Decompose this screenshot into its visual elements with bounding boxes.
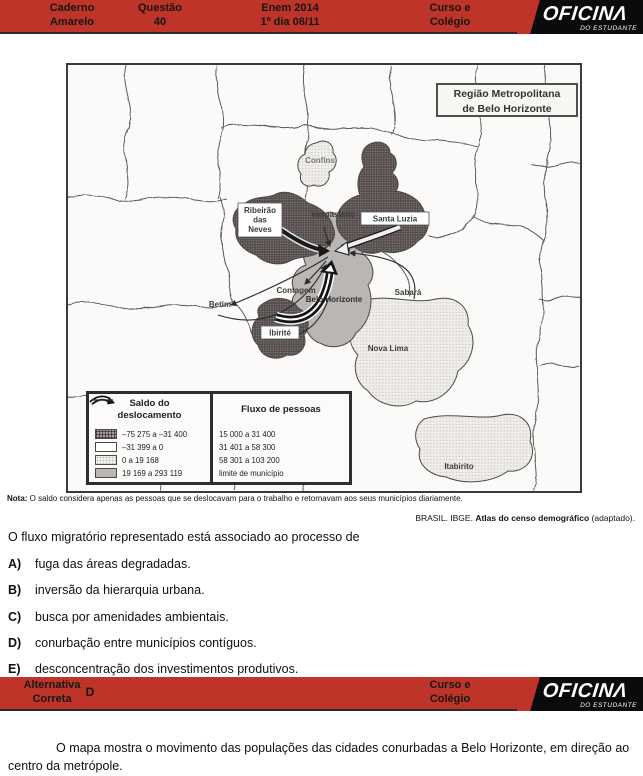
legend-saldo-title: Saldo do deslocamento — [95, 398, 204, 422]
option-c-letter: C) — [8, 609, 35, 625]
legend-item: 31 401 a 58 300 — [219, 441, 343, 454]
answer-label: Alternativa Correta — [2, 679, 102, 707]
label-nova-lima: Nova Lima — [368, 344, 409, 353]
label-betim: Betim — [209, 300, 231, 309]
label-vespasiano: Vespasiano — [311, 210, 355, 219]
legend-item: 58 301 a 103 200 — [219, 454, 343, 467]
option-c-text: busca por amenidades ambientais. — [35, 609, 229, 625]
option-e-text: desconcentração dos investimentos produtivos. — [35, 661, 298, 677]
answer-curso: Curso e Colégio — [400, 679, 500, 707]
option-a-text: fuga das áreas degradadas. — [35, 556, 191, 572]
header-caderno — [22, 2, 122, 30]
legend-item: limite de município — [219, 467, 343, 480]
label-ibirite — [261, 326, 299, 339]
legend-item: –31 399 a 0 — [95, 441, 204, 454]
option-b-letter: B) — [8, 582, 35, 598]
region-itabirito — [416, 414, 533, 481]
header-curso-line2: Colégio — [400, 16, 500, 30]
map-title-box — [436, 83, 578, 117]
header-caderno-line1: Caderno — [22, 2, 122, 16]
header-enem — [210, 2, 370, 30]
label-santa-luzia — [361, 212, 429, 225]
header-enem-line2: 1º dia 08/11 — [210, 16, 370, 30]
option-d-letter: D) — [8, 635, 35, 651]
legend-item: 0 a 19 168 — [95, 454, 204, 467]
source-citation: BRASIL. IBGE. Atlas do censo demográfico (adaptado). — [415, 513, 635, 523]
option-b — [8, 582, 635, 598]
svg-text:Ibirité: Ibirité — [269, 329, 291, 338]
option-c — [8, 609, 635, 625]
map-title-line1: Região Metropolitana — [438, 87, 576, 102]
label-belo-horizonte: Belo Horizonte — [306, 295, 363, 304]
logo-wordmark: OFICINΛ — [530, 3, 640, 26]
swatch-light-dots-icon — [95, 455, 117, 465]
question-stem: O fluxo migratório representado está associado ao processo de — [8, 530, 360, 544]
note-label: Nota: — [7, 494, 27, 503]
answer-bar — [0, 677, 643, 711]
legend-fluxo-rows — [219, 428, 343, 480]
header-questao — [110, 2, 210, 30]
note-text: O saldo considera apenas as pessoas que se deslocavam para o trabalho e retornavam aos seus municípios diariamente. — [27, 494, 462, 503]
correct-answer-letter: D — [78, 685, 102, 699]
logo-subtitle: DO ESTUDANTE — [580, 702, 637, 709]
legend-saldo-panel — [89, 394, 213, 482]
option-a-letter: A) — [8, 556, 35, 572]
logo-subtitle: DO ESTUDANTE — [580, 25, 637, 32]
legend-item: 19 169 a 293 119 — [95, 467, 204, 480]
explanation-text: O mapa mostra o movimento das populações das cidades conurbadas a Belo Horizonte, em direção ao centro da metrópole. — [8, 739, 633, 776]
legend-saldo-rows — [95, 428, 204, 480]
option-b-text: inversão da hierarquia urbana. — [35, 582, 205, 598]
options-list — [8, 556, 635, 687]
map — [66, 63, 582, 493]
option-d — [8, 635, 635, 651]
map-title-line2: de Belo Horizonte — [438, 102, 576, 117]
header-questao-line2: 40 — [110, 16, 210, 30]
svg-text:Neves: Neves — [248, 225, 272, 234]
swatch-dark-hatch-icon — [95, 429, 117, 439]
svg-text:das: das — [253, 216, 267, 225]
option-e — [8, 661, 635, 677]
label-ribeirao-das-neves — [238, 203, 282, 237]
label-sabara: Sabará — [395, 288, 422, 297]
legend-item: –75 275 a –31 400 — [95, 428, 204, 441]
boundary-line-icon — [89, 394, 115, 406]
map-note — [7, 494, 637, 503]
top-header-bar — [0, 0, 643, 34]
oficina-logo-bottom — [517, 677, 643, 711]
oficina-logo — [517, 0, 643, 34]
svg-text:Ribeirão: Ribeirão — [244, 206, 276, 215]
label-confins: Confins — [305, 156, 335, 165]
option-d-text: conurbação entre municípios contíguos. — [35, 635, 257, 651]
swatch-gray-icon — [95, 468, 117, 478]
header-curso-line1: Curso e — [400, 2, 500, 16]
header-enem-line1: Enem 2014 — [210, 2, 370, 16]
legend-fluxo-panel — [213, 394, 349, 482]
swatch-white-icon — [95, 442, 117, 452]
header-caderno-line2: Amarelo — [22, 16, 122, 30]
legend-item: 15 000 a 31 400 — [219, 428, 343, 441]
map-legend — [86, 391, 352, 485]
svg-text:Santa Luzia: Santa Luzia — [373, 215, 418, 224]
label-contagem: Contagem — [276, 286, 315, 295]
header-curso — [400, 2, 500, 30]
option-e-letter: E) — [8, 661, 35, 677]
option-a — [8, 556, 635, 572]
label-itabirito: Itabirito — [444, 462, 473, 471]
logo-wordmark: OFICINΛ — [530, 680, 640, 703]
header-questao-line1: Questão — [110, 2, 210, 16]
legend-fluxo-title: Fluxo de pessoas — [219, 404, 343, 416]
